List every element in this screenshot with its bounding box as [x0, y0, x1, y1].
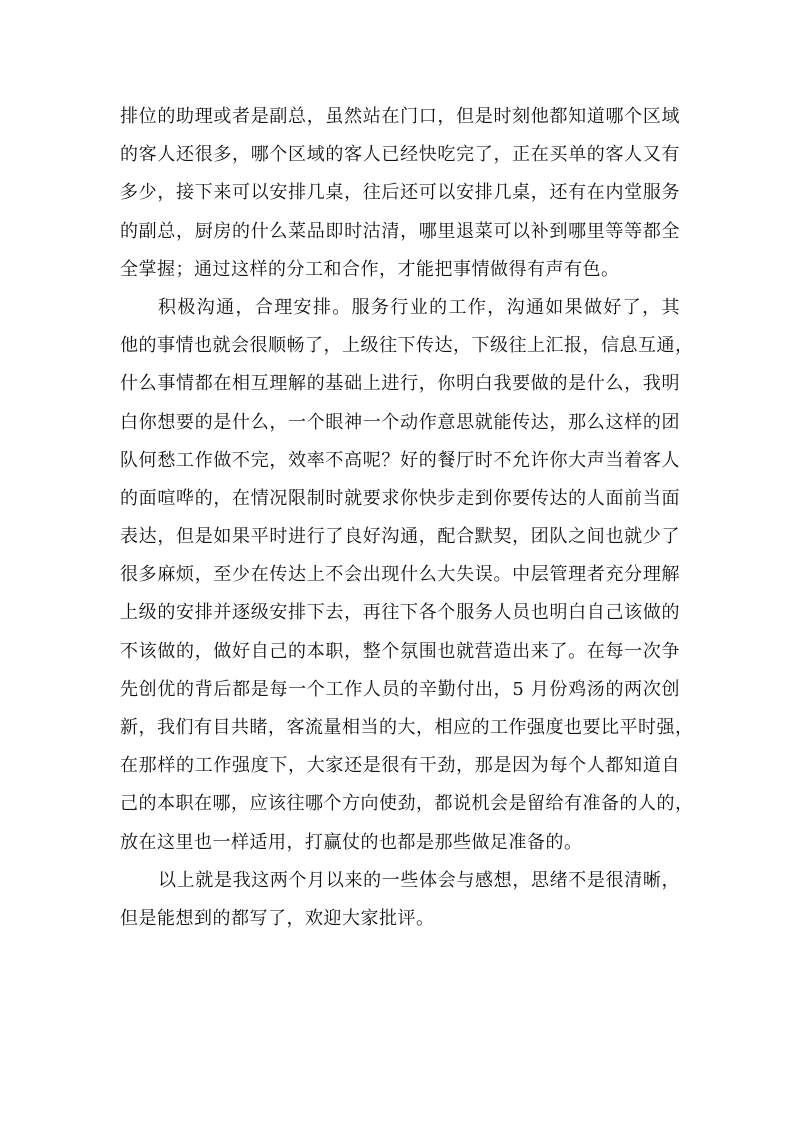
- text-line: 但是能想到的都写了，欢迎大家批评。: [120, 907, 435, 929]
- text-line: 表达，但是如果平时进行了良好沟通，配合默契，团队之间也就少了: [120, 526, 680, 548]
- text-line: 己的本职在哪，应该往哪个方向使劲，都说机会是留给有准备的人的，: [120, 793, 694, 815]
- text-line: 什么事情都在相互理解的基础上进行，你明白我要做的是什么，我明: [120, 373, 680, 395]
- text-line: 以上就是我这两个月以来的一些体会与感想，思绪不是很清晰，: [158, 869, 680, 891]
- paragraph-1: [120, 98, 680, 289]
- document-body: [120, 98, 694, 938]
- text-line: 的副总，厨房的什么菜品即时沽清，哪里退菜可以补到哪里等等都全: [120, 220, 680, 242]
- text-line: 队何愁工作做不完，效率不高呢？好的餐厅时不允许你大声当着客人: [120, 449, 680, 471]
- text-line: 积极沟通，合理安排。服务行业的工作，沟通如果做好了，其: [158, 296, 680, 318]
- text-line: 多少，接下来可以安排几桌，往后还可以安排几桌，还有在内堂服务: [120, 182, 680, 204]
- text-line: 放在这里也一样适用，打赢仗的也都是那些做足准备的。: [120, 831, 583, 853]
- text-line: 很多麻烦，至少在传达上不会出现什么大失误。中层管理者充分理解: [120, 564, 680, 586]
- text-line: 白你想要的是什么，一个眼神一个动作意思就能传达，那么这样的团: [120, 411, 680, 433]
- text-line: 的面喧哗的，在情况限制时就要求你快步走到你要传达的人面前当面: [120, 487, 680, 509]
- text-line: 在那样的工作强度下，大家还是很有干劲，那是因为每个人都知道自: [120, 755, 680, 777]
- text-line: 排位的助理或者是副总，虽然站在门口，但是时刻他都知道哪个区域: [120, 106, 680, 127]
- paragraph-3: [120, 862, 680, 938]
- text-line: 新，我们有目共睹，客流量相当的大，相应的工作强度也要比平时强，: [120, 717, 694, 738]
- text-line: 先创优的背后都是每一个工作人员的辛勤付出，5 月份鸡汤的两次创: [120, 678, 680, 700]
- paragraph-2: [120, 289, 694, 862]
- text-line: 不该做的，做好自己的本职，整个氛围也就营造出来了。在每一次争: [120, 640, 680, 662]
- text-line: 他的事情也就会很顺畅了，上级往下传达，下级往上汇报，信息互通，: [120, 335, 694, 357]
- text-line: 全掌握；通过这样的分工和合作，才能把事情做得有声有色。: [120, 258, 620, 280]
- text-line: 上级的安排并逐级安排下去，再往下各个服务人员也明白自己该做的: [120, 602, 680, 624]
- text-line: 的客人还很多，哪个区域的客人已经快吃完了，正在买单的客人又有: [120, 144, 680, 166]
